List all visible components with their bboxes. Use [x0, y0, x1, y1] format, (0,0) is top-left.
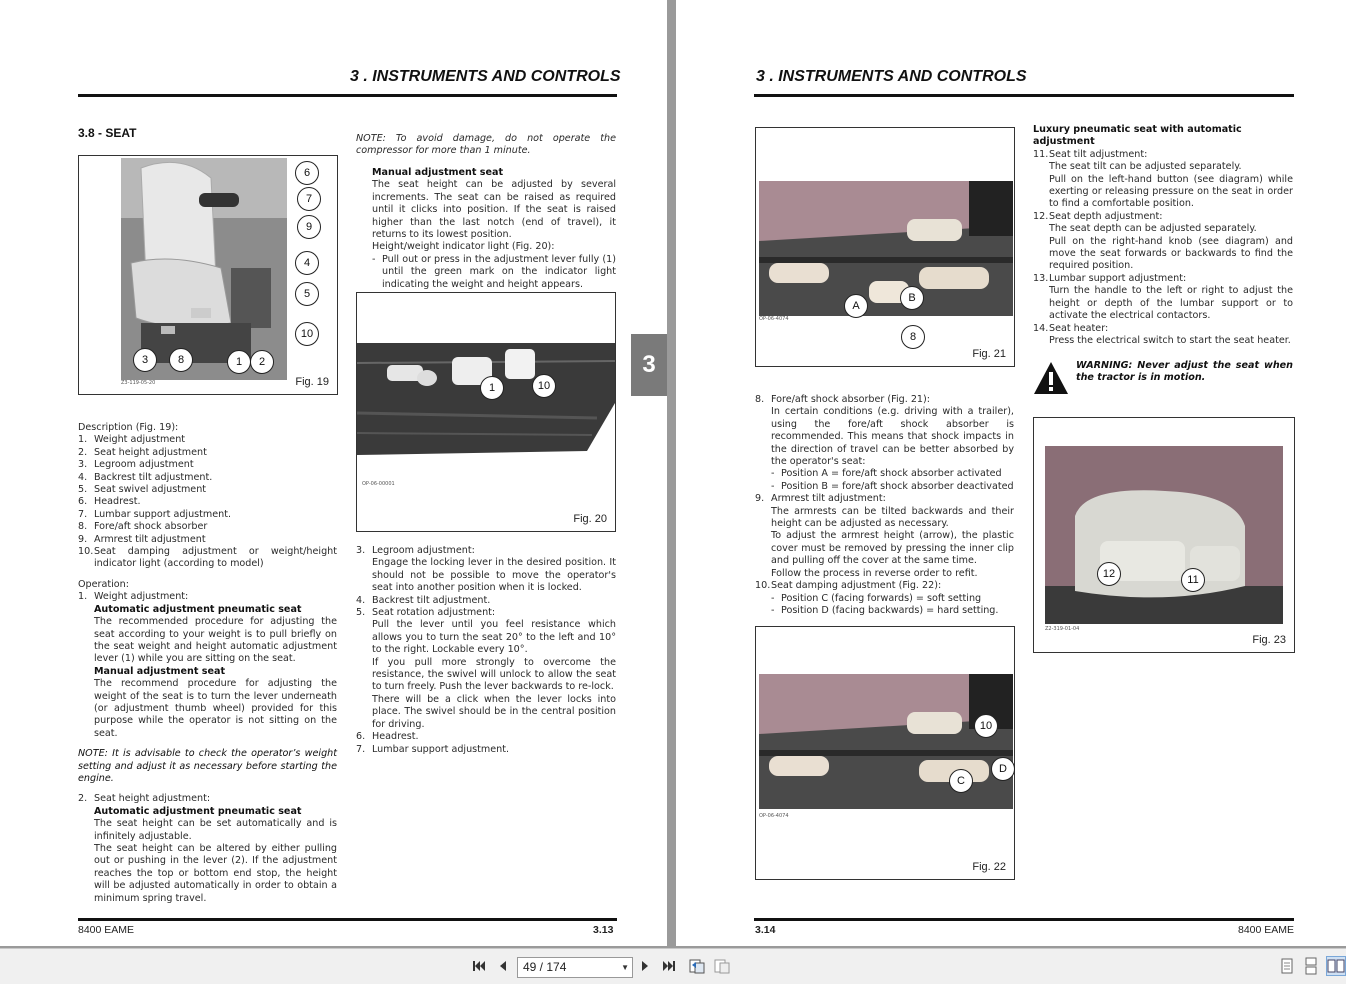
list-item: 10. Seat damping adjustment or weight/height indicator light (according to model): [78, 546, 337, 570]
note: NOTE: It is advisable to check the operator’s weight setting and adjust it as necessary before starting the engine.: [78, 748, 337, 784]
figure-code: OP-06-4074: [759, 813, 789, 819]
callout-8: 8: [901, 325, 925, 349]
note-compressor: NOTE: To avoid damage, do not operate the compressor for more than 1 minute.: [356, 133, 616, 157]
subheading: Automatic adjustment pneumatic seat: [94, 603, 302, 615]
list-item: 8. Fore/aft shock absorber: [78, 521, 208, 533]
last-page-icon[interactable]: [660, 957, 678, 975]
figure-23: [1033, 417, 1295, 653]
callout-6: 6: [295, 161, 319, 185]
page-number: 3.13: [593, 924, 614, 936]
left-page: [0, 0, 667, 946]
paragraph: The recommend procedure for adjusting the weight of the seat is to turn the lever underneath (or adjustment thumb wheel) provided for this purpose while the operator is not sitting on the seat.: [94, 678, 337, 739]
warning-text: WARNING: Never adjust the seat when the tractor is in motion.: [1076, 360, 1293, 384]
figure-caption: Fig. 20: [573, 513, 607, 525]
viewer-toolbar: [0, 948, 1346, 984]
chapter-tab: 3: [631, 334, 667, 396]
figure-20: [356, 292, 616, 532]
list-item: 2. Seat height adjustment:: [78, 793, 211, 805]
callout-A: A: [844, 294, 868, 318]
list-item: 7. Lumbar support adjustment.: [78, 508, 232, 520]
seat-lever-photo: [357, 343, 615, 455]
single-page-view-icon[interactable]: [1278, 957, 1296, 975]
continuous-view-icon[interactable]: [1302, 957, 1320, 975]
warning-icon: [1033, 361, 1069, 395]
callout-B: B: [900, 286, 924, 310]
seat-damping-photo: [759, 674, 1013, 809]
paragraph: The seat height can be set automatically and is infinitely adjustable.: [94, 818, 337, 842]
page-header: 3 . INSTRUMENTS AND CONTROLS: [350, 68, 621, 85]
list-item: 6. Headrest.: [78, 496, 141, 508]
list-item: 1. Weight adjustment:: [78, 591, 189, 603]
figure-caption: Fig. 23: [1252, 634, 1286, 646]
list-item: 2. Seat height adjustment: [78, 446, 207, 458]
right-page: [676, 0, 1346, 946]
callout-1: 1: [227, 350, 251, 374]
subheading: Manual adjustment seat: [94, 665, 226, 677]
figure-caption: Fig. 21: [972, 348, 1006, 360]
manual-adjustment-block: Manual adjustment seat The seat height can be adjusted by several increments. The seat can be raised as required until it clicks into position. If the seat is raised higher than the last notch (end of travel), it returns to its lowest position. Height/weight indicator light (Fig. 20): - Pull out or press in the adjustment lever fully (1) until the green mark on the indicator light indicating the weight and height appears.: [372, 167, 616, 290]
next-page-icon[interactable]: [636, 957, 654, 975]
callout-2: 2: [250, 350, 274, 374]
page-header: 3 . INSTRUMENTS AND CONTROLS: [756, 68, 1027, 85]
footer-model: 8400 EAME: [78, 924, 135, 936]
section-title: 3.8 - SEAT: [78, 126, 137, 140]
operation-title: Operation:: [78, 578, 129, 590]
paragraph: The recommended procedure for adjusting the seat according to your weight is to pull briefly on the seat weight and height automatic adjustment lever (1) while you are sitting on the seat.: [94, 616, 337, 665]
callout-8: 8: [169, 348, 193, 372]
shock-armrest-block: 8. Fore/aft shock absorber (Fig. 21): In certain conditions (e.g. driving with a trailer), using the fore/aft shock absorber is recommended. This means that shock impacts in the direction of travel can be better absorbed by the operator's seat: - Position A = fore/aft shock absorber activated - Position B = fore/aft shock absorber deactivated 9. Armrest tilt adjustment: The armrests can be tilted backwards and their height can be adjusted as necessary. To adjust the armrest height (arrow), the plastic cover must be removed by pressing the inner clip and pulling off the cover at the same time. Follow the process in reverse order to refit. 10. Seat damping adjustment (Fig. 22): - Position C (facing forwards) = soft setting - Position D (facing backwards) = hard setting.: [755, 394, 1014, 616]
figure-21: [755, 127, 1015, 367]
next-view-icon[interactable]: [713, 957, 731, 975]
luxury-seat-block: Luxury pneumatic seat with automatic adjustment 11. Seat tilt adjustment: The seat tilt can be adjusted separately. Pull on the left-hand button (see diagram) while exerting or releasing pressure on the seat in order to find a comfortable position. 12. Seat depth adjustment: The seat depth can be adjusted separately. Pull on the right-hand knob (see diagram) and move the seat forwards or backwards to find the required position. 13. Lumbar support adjustment: Turn the handle to the left or right to adjust the height or depth of the lumbar support or to activate the electrical contactors. 14. Seat heater: Press the electrical switch to start the seat heater.: [1033, 124, 1293, 346]
subheading: Automatic adjustment pneumatic seat: [94, 805, 302, 817]
callout-3: 3: [133, 348, 157, 372]
callout-1: 1: [480, 376, 504, 400]
figure-caption: Fig. 22: [972, 861, 1006, 873]
figure-code: OP-06-00001: [362, 481, 395, 487]
seat-cushion-photo: [1045, 446, 1283, 624]
callout-D: D: [991, 757, 1015, 781]
figure-code: OP-06-4074: [759, 316, 789, 322]
description-block: [78, 422, 337, 905]
callout-C: C: [949, 769, 973, 793]
callout-4: 4: [295, 251, 319, 275]
figure-code: Z3-119-05-20: [121, 380, 156, 386]
list-item: 5. Seat swivel adjustment: [78, 484, 207, 496]
callout-10: 10: [295, 322, 319, 346]
page-number-field[interactable]: [517, 957, 633, 978]
paragraph: The seat height can be altered by either pulling out or pushing in the lever (2). If the adjustment reaches the top or bottom end stop, the height will be adjusted automatically in order to obtain a minimum spring travel.: [94, 843, 337, 904]
footer-rule: [754, 918, 1294, 921]
list-item: 9. Armrest tilt adjustment: [78, 533, 206, 545]
seat-base-photo: [759, 181, 1013, 316]
callout-10: 10: [974, 714, 998, 738]
list-item: 4. Backrest tilt adjustment.: [78, 471, 213, 483]
callout-11: 11: [1181, 568, 1205, 592]
chevron-down-icon[interactable]: ▼: [621, 963, 629, 972]
callout-7: 7: [297, 187, 321, 211]
figure-code: Z2-319-01-04: [1045, 626, 1080, 632]
seat-photo: [121, 158, 287, 380]
callout-5: 5: [295, 282, 319, 306]
callout-10: 10: [532, 374, 556, 398]
list-item: 1. Weight adjustment: [78, 434, 186, 446]
figure-22: [755, 626, 1015, 880]
legroom-rotation-block: 3. Legroom adjustment: Engage the locking lever in the desired position. It should not be possible to move the operator's seat into another position when it is locked. 4. Backrest tilt adjustment. 5. Seat rotation adjustment: Pull the lever until you feel resistance which allows you to turn the seat 20° to the left and 10° to the right. Lockable every 10°. If you pull more strongly to overcome the resistance, the swivel will unlock to allow the seat to turn freely. Push the lever backwards to re-lock. There will be a click when the lever locks into place. The swivel should be in the central position for driving. 6. Headrest. 7. Lumbar support adjustment.: [356, 545, 616, 755]
header-rule: [754, 94, 1294, 97]
footer-model: 8400 EAME: [1238, 924, 1295, 936]
callout-9: 9: [297, 215, 321, 239]
header-rule: [78, 94, 617, 97]
page-indicator: 49 / 174: [523, 960, 567, 974]
page-number: 3.14: [755, 924, 776, 936]
list-item: 3. Legroom adjustment: [78, 459, 194, 471]
footer-rule: [78, 918, 617, 921]
first-page-icon[interactable]: [470, 957, 488, 975]
figure-19: [78, 155, 338, 395]
figure-caption: Fig. 19: [295, 376, 329, 388]
callout-12: 12: [1097, 562, 1121, 586]
two-page-view-icon[interactable]: [1326, 956, 1346, 976]
prev-page-icon[interactable]: [494, 957, 512, 975]
description-title: Description (Fig. 19):: [78, 422, 179, 433]
previous-view-icon[interactable]: [688, 957, 706, 975]
